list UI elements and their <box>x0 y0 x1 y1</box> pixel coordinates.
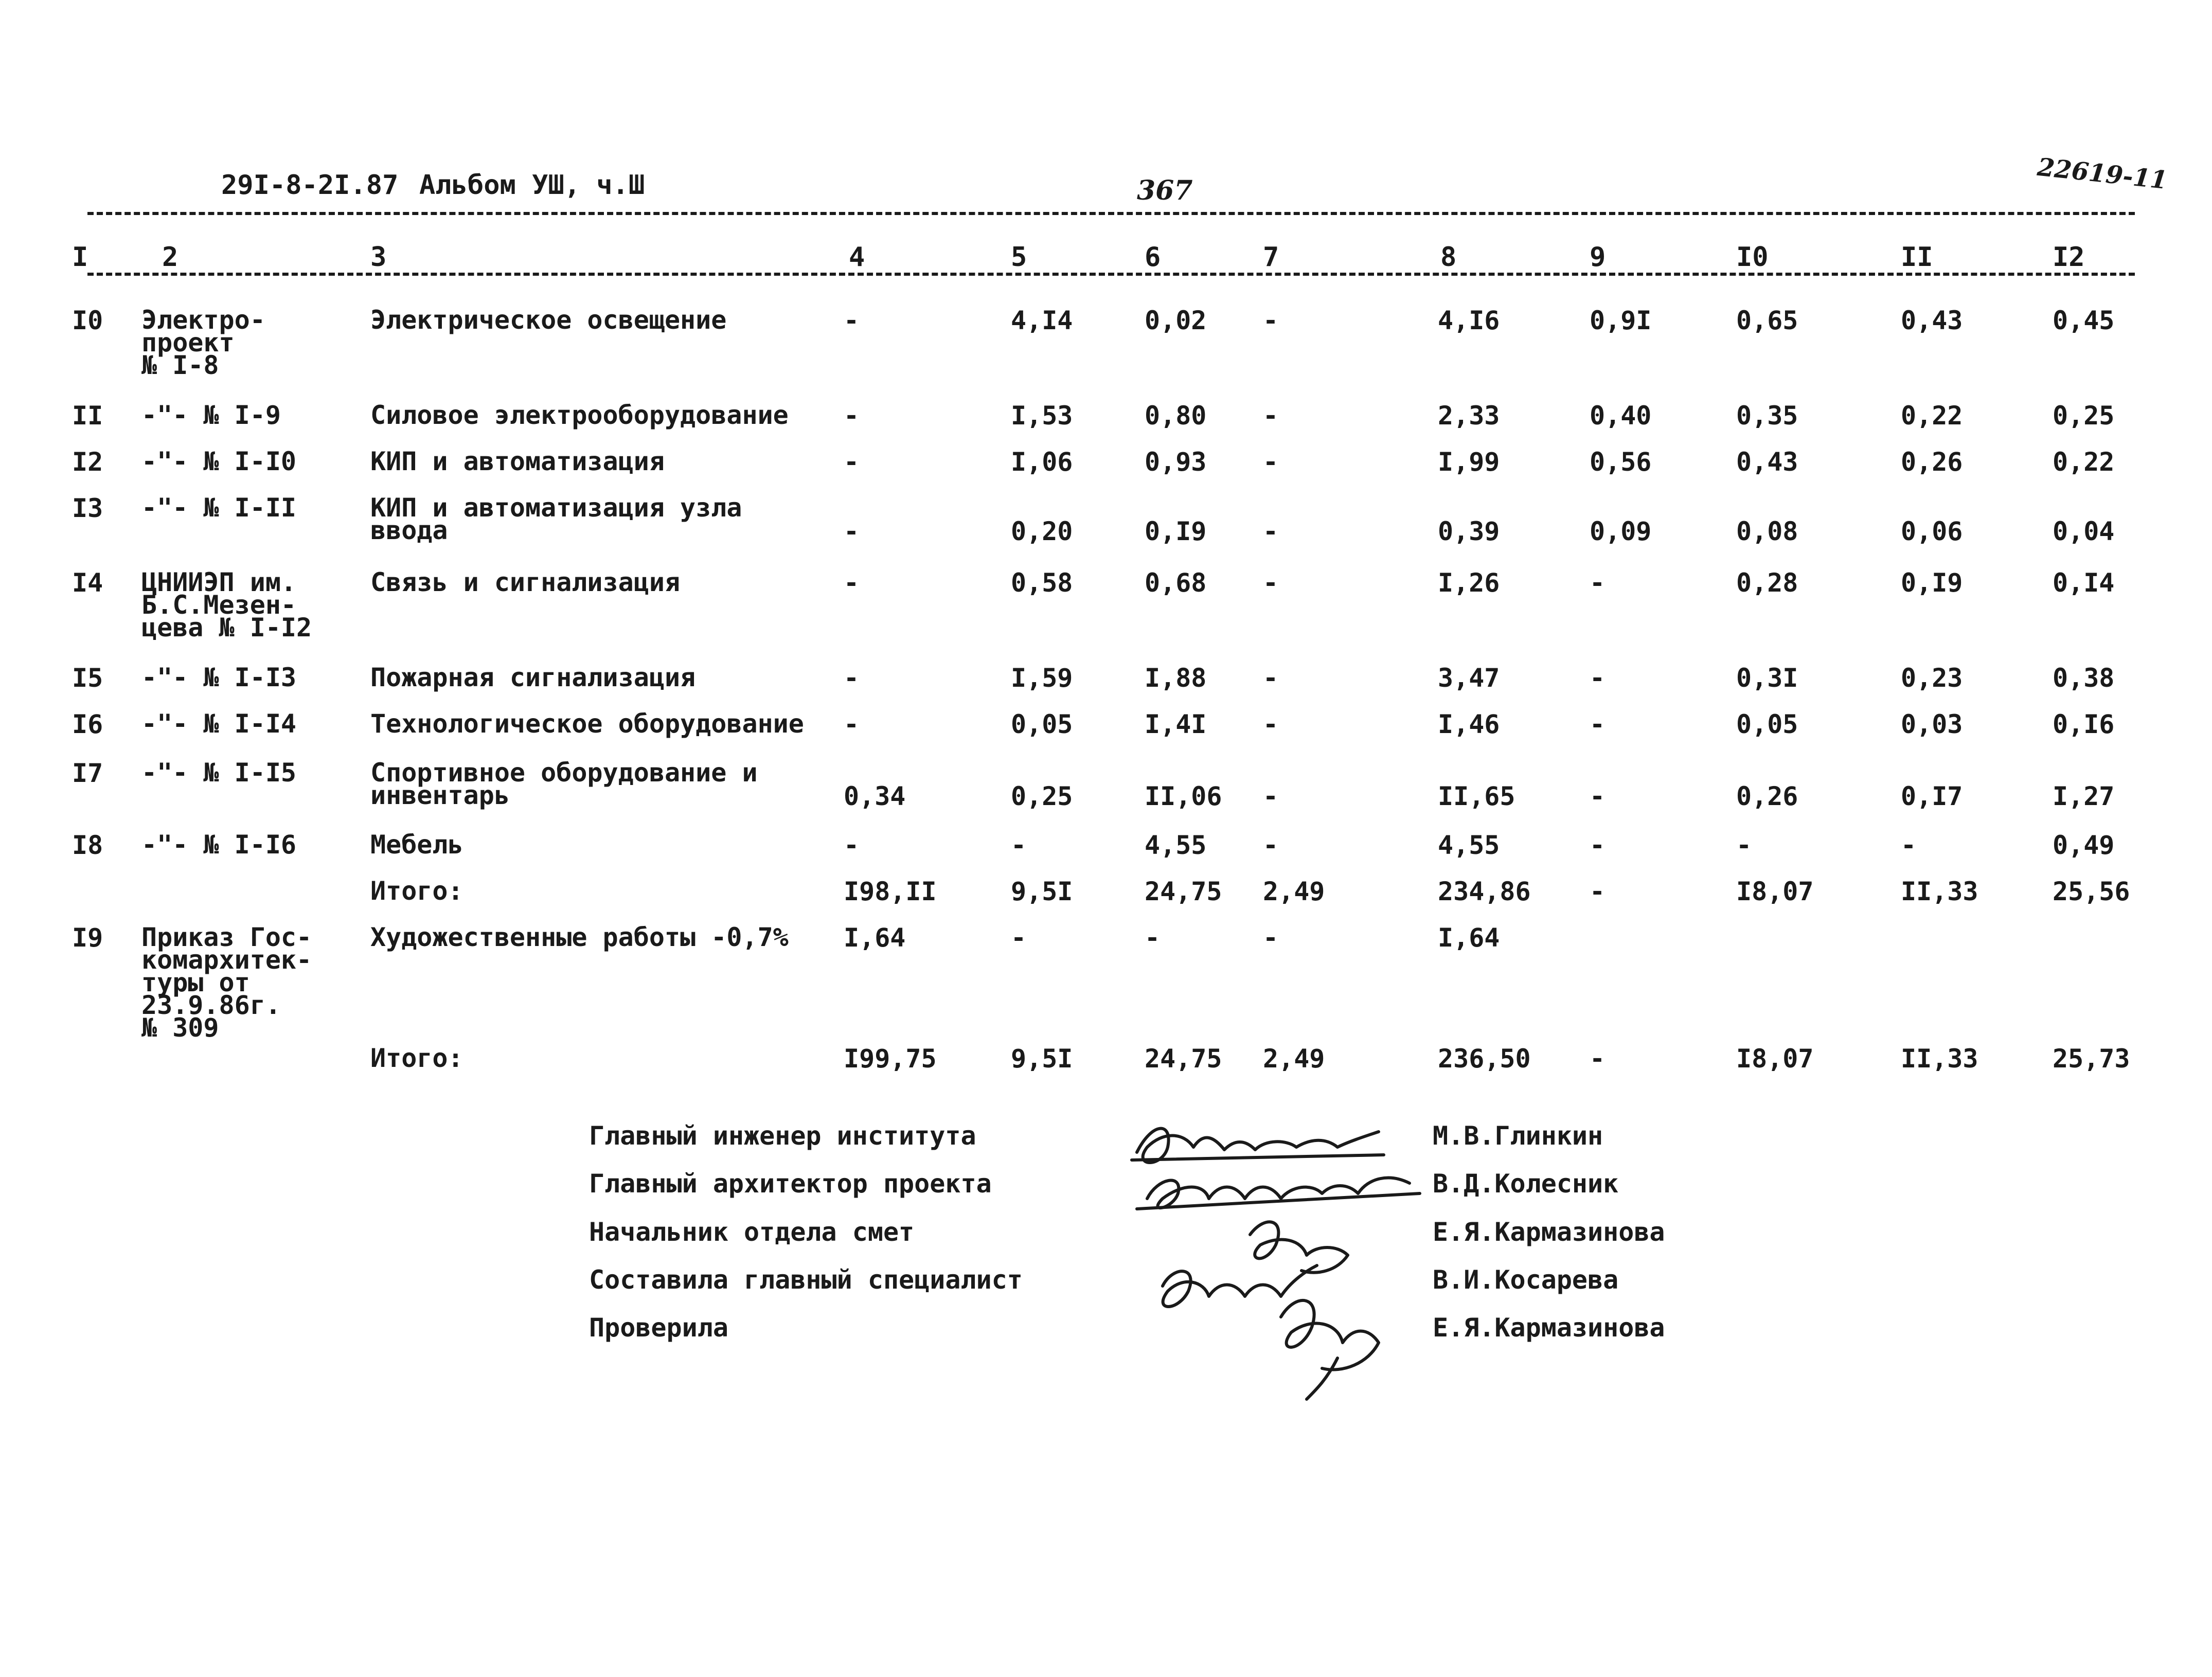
value-col-12: 25,56 <box>2053 877 2130 906</box>
value-col-6: - <box>1145 923 1161 953</box>
value-col-6: 24,75 <box>1145 877 1222 906</box>
value-col-8: I,26 <box>1438 568 1500 598</box>
signature-karmazinova-1 <box>1250 1222 1348 1272</box>
row-number: I3 <box>72 493 103 523</box>
value-col-9: - <box>1590 568 1606 598</box>
value-col-7: 2,49 <box>1263 1044 1325 1074</box>
column-number: 3 <box>370 242 387 273</box>
value-col-9: - <box>1590 663 1606 693</box>
value-col-10: 0,3I <box>1736 663 1798 693</box>
value-col-9: 0,09 <box>1590 516 1652 546</box>
value-col-8: 0,39 <box>1438 516 1500 546</box>
value-col-6: 0,93 <box>1145 447 1207 477</box>
value-col-11: 0,03 <box>1901 709 1963 739</box>
value-col-8: 234,86 <box>1438 877 1531 906</box>
value-col-11: 0,43 <box>1901 306 1963 335</box>
value-col-4: I,64 <box>844 923 906 953</box>
column-number: 2 <box>162 242 179 273</box>
value-col-5: 9,5I <box>1011 1044 1073 1074</box>
value-col-10: 0,05 <box>1736 709 1798 739</box>
value-col-5: 9,5I <box>1011 877 1073 906</box>
value-col-12: 0,04 <box>2053 516 2115 546</box>
page-number: 367 <box>1137 175 1193 206</box>
value-col-11: II,33 <box>1901 877 1978 906</box>
value-col-6: I,88 <box>1145 663 1207 693</box>
row-number: I9 <box>72 923 103 953</box>
value-col-12: 0,I4 <box>2053 568 2115 598</box>
source-reference: -"- № I-II <box>141 493 297 523</box>
source-reference: -"- № I-I4 <box>141 709 297 739</box>
value-col-7: - <box>1263 516 1279 546</box>
work-description: Художественные работы -0,7% <box>370 922 789 952</box>
column-number: I0 <box>1736 242 1769 273</box>
value-col-8: 4,I6 <box>1438 306 1500 335</box>
value-col-4: - <box>844 568 860 598</box>
value-col-8: I,64 <box>1438 923 1500 953</box>
value-col-4: - <box>844 830 860 860</box>
source-reference: Электро- проект № I-8 <box>141 305 265 380</box>
row-number: I2 <box>72 447 103 477</box>
value-col-11: 0,I7 <box>1901 781 1963 811</box>
work-description: Пожарная сигнализация <box>370 663 696 692</box>
row-number: I8 <box>72 830 103 860</box>
value-col-6: 0,I9 <box>1145 516 1207 546</box>
work-description: Силовое электрооборудование <box>370 400 789 430</box>
row-number: II <box>72 401 103 431</box>
value-col-9: - <box>1590 709 1606 739</box>
value-col-7: - <box>1263 663 1279 693</box>
value-col-4: 0,34 <box>844 781 906 811</box>
value-col-12: 0,49 <box>2053 830 2115 860</box>
value-col-7: 2,49 <box>1263 877 1325 906</box>
column-number: II <box>1901 242 1933 273</box>
value-col-9: 0,56 <box>1590 447 1652 477</box>
value-col-10: 0,08 <box>1736 516 1798 546</box>
value-col-7: - <box>1263 830 1279 860</box>
signatory-title: Составила главный специалист <box>589 1265 1023 1295</box>
value-col-10: I8,07 <box>1736 877 1814 906</box>
value-col-7: - <box>1263 306 1279 335</box>
value-col-12: 0,45 <box>2053 306 2115 335</box>
work-description: Спортивное оборудование и инвентарь <box>370 758 758 810</box>
row-number: I4 <box>72 568 103 598</box>
value-col-9: - <box>1590 877 1606 906</box>
signatory-name: В.Д.Колесник <box>1433 1169 1619 1199</box>
value-col-10: 0,35 <box>1736 401 1798 431</box>
row-number: I5 <box>72 663 103 693</box>
value-col-6: I,4I <box>1145 709 1207 739</box>
value-col-5: - <box>1011 830 1027 860</box>
value-col-10: I8,07 <box>1736 1044 1814 1074</box>
value-col-4: - <box>844 663 860 693</box>
column-number: 6 <box>1145 242 1161 273</box>
signatory-title: Начальник отдела смет <box>589 1217 915 1247</box>
value-col-4: - <box>844 447 860 477</box>
value-col-6: 0,80 <box>1145 401 1207 431</box>
value-col-7: - <box>1263 709 1279 739</box>
value-col-8: 2,33 <box>1438 401 1500 431</box>
signature-karmazinova-2 <box>1281 1300 1379 1399</box>
value-col-10: 0,28 <box>1736 568 1798 598</box>
value-col-5: 4,I4 <box>1011 306 1073 335</box>
value-col-11: 0,I9 <box>1901 568 1963 598</box>
value-col-5: 0,05 <box>1011 709 1073 739</box>
value-col-5: 0,20 <box>1011 516 1073 546</box>
work-description: КИП и автоматизация <box>370 447 665 476</box>
work-description: Итого: <box>370 1043 463 1073</box>
column-number: 9 <box>1590 242 1606 273</box>
value-col-11: 0,26 <box>1901 447 1963 477</box>
column-number: 4 <box>849 242 865 273</box>
value-col-5: 0,58 <box>1011 568 1073 598</box>
value-col-10: - <box>1736 830 1752 860</box>
column-number: 8 <box>1440 242 1457 273</box>
value-col-8: 3,47 <box>1438 663 1500 693</box>
value-col-8: I,46 <box>1438 709 1500 739</box>
value-col-12: 25,73 <box>2053 1044 2130 1074</box>
work-description: Электрическое освещение <box>370 305 727 335</box>
column-number: 7 <box>1263 242 1279 273</box>
work-description: Мебель <box>370 830 463 860</box>
signature-kosareva <box>1163 1265 1317 1307</box>
source-reference: ЦНИИЭП им. Б.С.Мезен- цева № I-I2 <box>141 567 312 643</box>
signatory-name: М.В.Глинкин <box>1433 1121 1603 1151</box>
value-col-7: - <box>1263 923 1279 953</box>
value-col-7: - <box>1263 568 1279 598</box>
corner-code: 22619-11 <box>2036 152 2169 195</box>
signature-kolesnik <box>1147 1178 1410 1208</box>
value-col-4: - <box>844 306 860 335</box>
value-col-11: II,33 <box>1901 1044 1978 1074</box>
value-col-4: I99,75 <box>844 1044 937 1074</box>
value-col-10: 0,65 <box>1736 306 1798 335</box>
row-number: I6 <box>72 709 103 739</box>
signatory-name: Е.Я.Кармазинова <box>1433 1217 1665 1247</box>
value-col-9: - <box>1590 1044 1606 1074</box>
value-col-6: 0,02 <box>1145 306 1207 335</box>
value-col-11: 0,23 <box>1901 663 1963 693</box>
value-col-6: 24,75 <box>1145 1044 1222 1074</box>
value-col-10: 0,26 <box>1736 781 1798 811</box>
value-col-7: - <box>1263 447 1279 477</box>
value-col-7: - <box>1263 401 1279 431</box>
source-reference: -"- № I-I0 <box>141 447 297 476</box>
value-col-4: - <box>844 709 860 739</box>
value-col-4: - <box>844 516 860 546</box>
value-col-12: 0,22 <box>2053 447 2115 477</box>
value-col-7: - <box>1263 781 1279 811</box>
column-number: I <box>72 242 88 273</box>
work-description: Итого: <box>370 876 463 906</box>
signatory-title: Проверила <box>589 1313 728 1343</box>
source-reference: -"- № I-I5 <box>141 758 297 788</box>
value-col-6: 0,68 <box>1145 568 1207 598</box>
value-col-4: - <box>844 401 860 431</box>
value-col-8: I,99 <box>1438 447 1500 477</box>
signatory-name: В.И.Косарева <box>1433 1265 1619 1295</box>
value-col-6: 4,55 <box>1145 830 1207 860</box>
value-col-8: II,65 <box>1438 781 1515 811</box>
value-col-4: I98,II <box>844 877 937 906</box>
value-col-8: 236,50 <box>1438 1044 1531 1074</box>
value-col-11: - <box>1901 830 1917 860</box>
source-reference: -"- № I-I6 <box>141 830 297 860</box>
work-description: Технологическое оборудование <box>370 709 804 739</box>
row-number: I7 <box>72 758 103 788</box>
value-col-12: 0,25 <box>2053 401 2115 431</box>
work-description: Связь и сигнализация <box>370 567 681 597</box>
source-reference: -"- № I-I3 <box>141 663 297 692</box>
signatory-title: Главный инженер института <box>589 1121 976 1151</box>
value-col-11: 0,22 <box>1901 401 1963 431</box>
value-col-9: 0,9I <box>1590 306 1652 335</box>
value-col-5: I,53 <box>1011 401 1073 431</box>
value-col-10: 0,43 <box>1736 447 1798 477</box>
value-col-12: 0,I6 <box>2053 709 2115 739</box>
work-description: КИП и автоматизация узла ввода <box>370 493 742 545</box>
value-col-9: 0,40 <box>1590 401 1652 431</box>
value-col-5: 0,25 <box>1011 781 1073 811</box>
value-col-9: - <box>1590 830 1606 860</box>
value-col-12: 0,38 <box>2053 663 2115 693</box>
value-col-11: 0,06 <box>1901 516 1963 546</box>
signatory-name: Е.Я.Кармазинова <box>1433 1313 1665 1343</box>
value-col-12: I,27 <box>2053 781 2115 811</box>
value-col-8: 4,55 <box>1438 830 1500 860</box>
value-col-5: I,59 <box>1011 663 1073 693</box>
value-col-6: II,06 <box>1145 781 1222 811</box>
column-number: 5 <box>1011 242 1027 273</box>
value-col-5: I,06 <box>1011 447 1073 477</box>
source-reference: Приказ Гос- комархитек- туры от 23.9.86г. № 309 <box>141 922 312 1043</box>
value-col-5: - <box>1011 923 1027 953</box>
value-col-9: - <box>1590 781 1606 811</box>
source-reference: -"- № I-9 <box>141 400 281 430</box>
column-number: I2 <box>2053 242 2085 273</box>
document-code: 29I-8-2I.87 <box>221 170 399 201</box>
signatory-title: Главный архитектор проекта <box>589 1169 992 1199</box>
row-number: I0 <box>72 306 103 335</box>
album-label: Альбом УШ, ч.Ш <box>419 170 645 201</box>
